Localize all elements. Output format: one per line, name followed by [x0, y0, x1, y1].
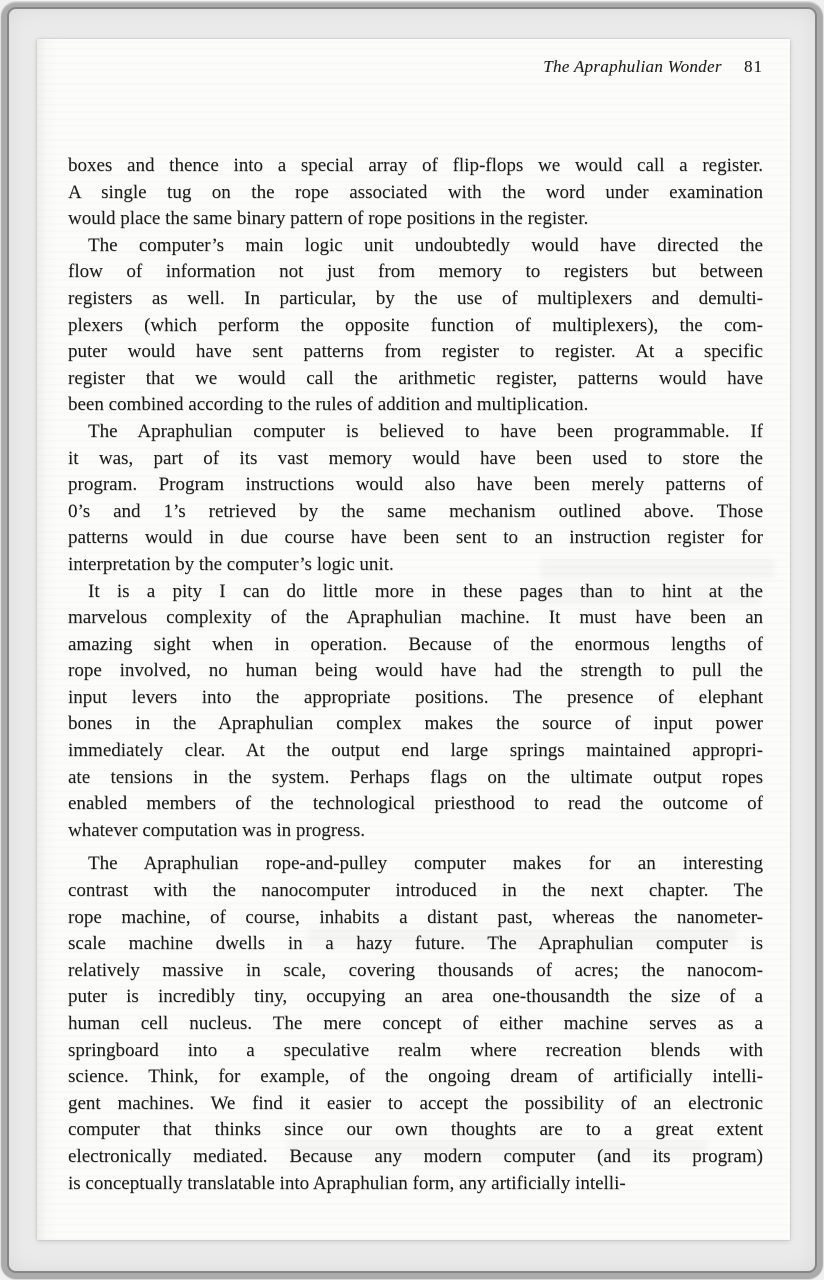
paragraph: [68, 233, 763, 419]
running-header: [543, 55, 763, 79]
text-line: input levers into the appropriate positions. The presence of elephant: [68, 686, 763, 708]
paragraph: [68, 851, 763, 1197]
paragraph: [68, 579, 763, 845]
paragraph: [68, 419, 763, 579]
text-line: enabled members of the technological priesthood to read the outcome of: [68, 793, 763, 815]
text-line: springboard into a speculative realm where recreation blends with: [68, 1039, 763, 1061]
text-line: whatever computation was in progress.: [68, 819, 366, 841]
text-line: bones in the Apraphulian complex makes the source of input power: [68, 713, 763, 735]
text-line: scale machine dwells in a hazy future. The Apraphulian computer is: [68, 933, 763, 955]
book-page: [37, 39, 790, 1240]
text-line: been combined according to the rules of addition and multiplication.: [68, 394, 589, 416]
text-line: relatively massive in scale, covering thousands of acres; the nanocom-: [68, 959, 763, 981]
text-line: is conceptually translatable into Apraphulian form, any artificially intelli-: [68, 1172, 626, 1194]
page-number: 81: [744, 57, 763, 76]
text-line: rope involved, no human being would have had the strength to pull the: [68, 660, 763, 682]
text-line: The Apraphulian computer is believed to have been programmable. If: [88, 420, 763, 442]
text-line: program. Program instructions would also have been merely patterns of: [68, 474, 763, 496]
running-header-title: The Apraphulian Wonder: [543, 57, 722, 76]
text-line: puter is incredibly tiny, occupying an area one-thousandth the size of a: [68, 986, 763, 1008]
text-line: flow of information not just from memory to registers but between: [68, 261, 763, 283]
text-line: patterns would in due course have been sent to an instruction register for: [68, 527, 763, 549]
text-line: would place the same binary pattern of rope positions in the register.: [68, 208, 589, 230]
page-body: [68, 153, 763, 1197]
text-line: It is a pity I can do little more in these pages than to hint at the: [88, 580, 763, 602]
text-line: plexers (which perform the opposite function of multiplexers), the com-: [68, 314, 763, 336]
text-line: The Apraphulian rope-and-pulley computer makes for an interesting: [88, 853, 763, 875]
text-line: it was, part of its vast memory would have been used to store the: [68, 447, 763, 469]
text-line: gent machines. We find it easier to accept the possibility of an electronic: [68, 1092, 763, 1114]
text-line: 0’s and 1’s retrieved by the same mechanism outlined above. Those: [68, 500, 763, 522]
text-line: registers as well. In particular, by the use of multiplexers and demulti-: [68, 287, 763, 309]
text-line: immediately clear. At the output end large springs maintained appropri-: [68, 740, 763, 762]
text-line: register that we would call the arithmetic register, patterns would have: [68, 367, 763, 389]
text-line: science. Think, for example, of the ongoing dream of artificially intelli-: [68, 1066, 763, 1088]
text-line: computer that thinks since our own thoughts are to a great extent: [68, 1119, 763, 1141]
text-line: The computer’s main logic unit undoubtedly would have directed the: [88, 234, 763, 256]
text-line: ate tensions in the system. Perhaps flags on the ultimate output ropes: [68, 766, 763, 788]
text-line: amazing sight when in operation. Because of the enormous lengths of: [68, 633, 763, 655]
paragraph: [68, 153, 763, 233]
text-line: rope machine, of course, inhabits a distant past, whereas the nanometer-: [68, 906, 763, 928]
text-line: human cell nucleus. The mere concept of either machine serves as a: [68, 1013, 763, 1034]
text-line: A single tug on the rope associated with the word under examination: [68, 181, 763, 203]
text-line: interpretation by the computer’s logic unit.: [68, 553, 394, 575]
text-line: boxes and thence into a special array of flip-flops we would call a register.: [68, 155, 763, 176]
text-line: contrast with the nanocomputer introduced in the next chapter. The: [68, 880, 763, 902]
text-line: marvelous complexity of the Apraphulian machine. It must have been an: [68, 607, 763, 629]
text-line: electronically mediated. Because any modern computer (and its program): [68, 1145, 763, 1167]
text-line: puter would have sent patterns from register to register. At a specific: [68, 341, 763, 363]
